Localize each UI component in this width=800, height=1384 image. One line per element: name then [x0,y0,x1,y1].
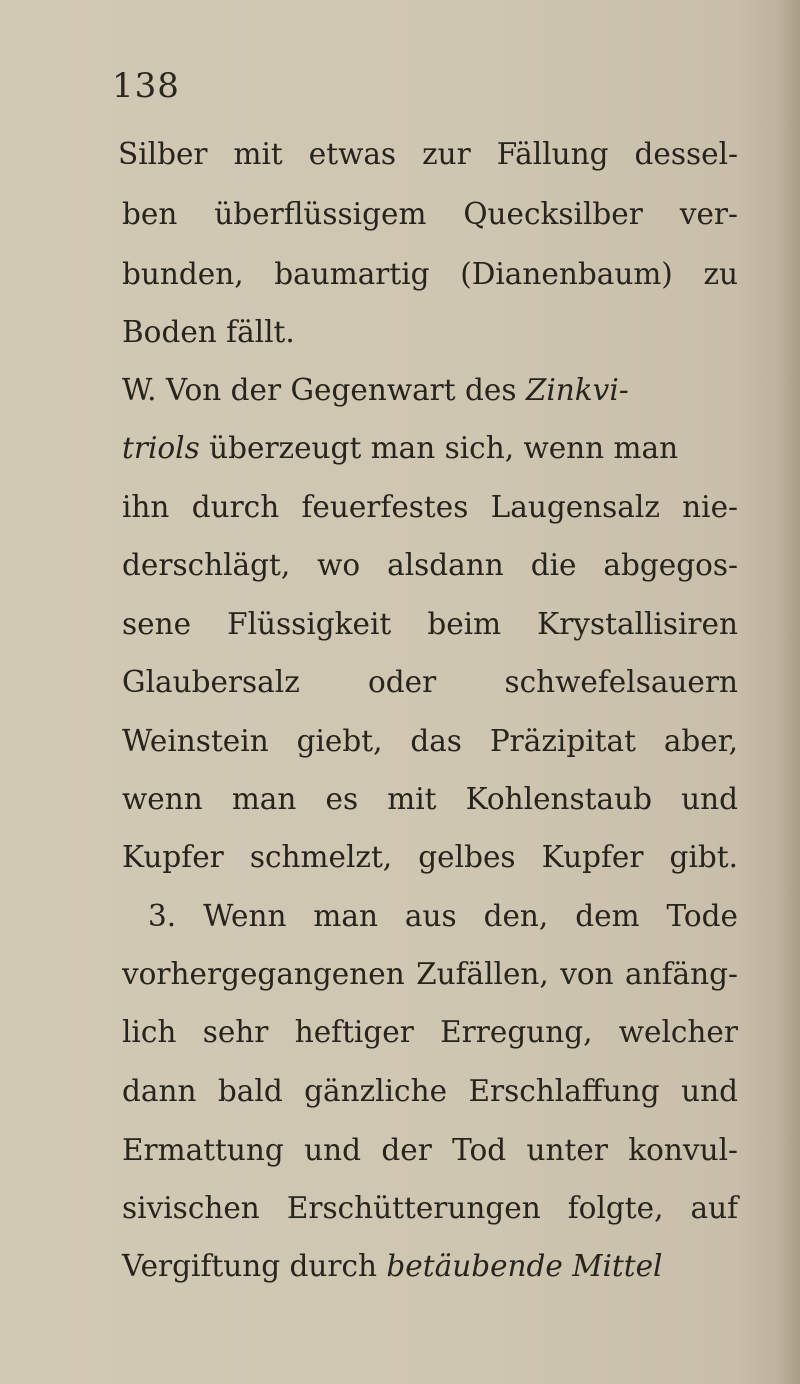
text-line: sivischen Erschütterungen folgte, auf [122,1191,738,1225]
text-line: Boden fällt. [122,315,295,349]
text-line: lich sehr heftiger Erregung, welcher [122,1015,738,1049]
text-line: bunden, baumartig (Dianenbaum) zu [122,257,738,291]
text-line [122,431,738,465]
text-line [122,373,738,407]
text-line: Silber mit etwas zur Fällung dessel- [118,137,738,171]
text-line: Ermattung und der Tod unter konvul- [122,1133,738,1167]
text-segment: überzeugt man sich, wenn man [199,431,679,465]
italic-term: Zinkvi- [525,373,629,407]
text-line: ihn durch feuerfestes Laugensalz nie- [122,490,738,524]
text-line: wenn man es mit Kohlenstaub und [122,782,738,816]
text-line: ben überflüssigem Quecksilber ver- [122,197,738,231]
text-line: Glaubersalz oder schwefelsauern [122,665,738,699]
text-line: vorhergegangenen Zufällen, von anfäng- [122,957,738,991]
page-number: 138 [112,66,180,106]
italic-term: betäubende Mittel [386,1249,663,1283]
text-line: derschlägt, wo alsdann die abgegos- [122,548,738,582]
text-segment: Vergiftung durch [122,1249,387,1283]
text-line: 3. Wenn man aus den, dem Tode [148,899,738,933]
text-line: dann bald gänzliche Erschlaffung und [122,1074,738,1108]
text-line: Weinstein giebt, das Präzipitat aber, [122,724,738,758]
italic-term: triols [122,431,200,465]
text-line [122,1249,738,1283]
text-segment: W. Von der Gegenwart des [122,373,526,407]
text-line: sene Flüssigkeit beim Krystallisiren [122,607,738,641]
text-line: Kupfer schmelzt, gelbes Kupfer gibt. [122,840,738,874]
